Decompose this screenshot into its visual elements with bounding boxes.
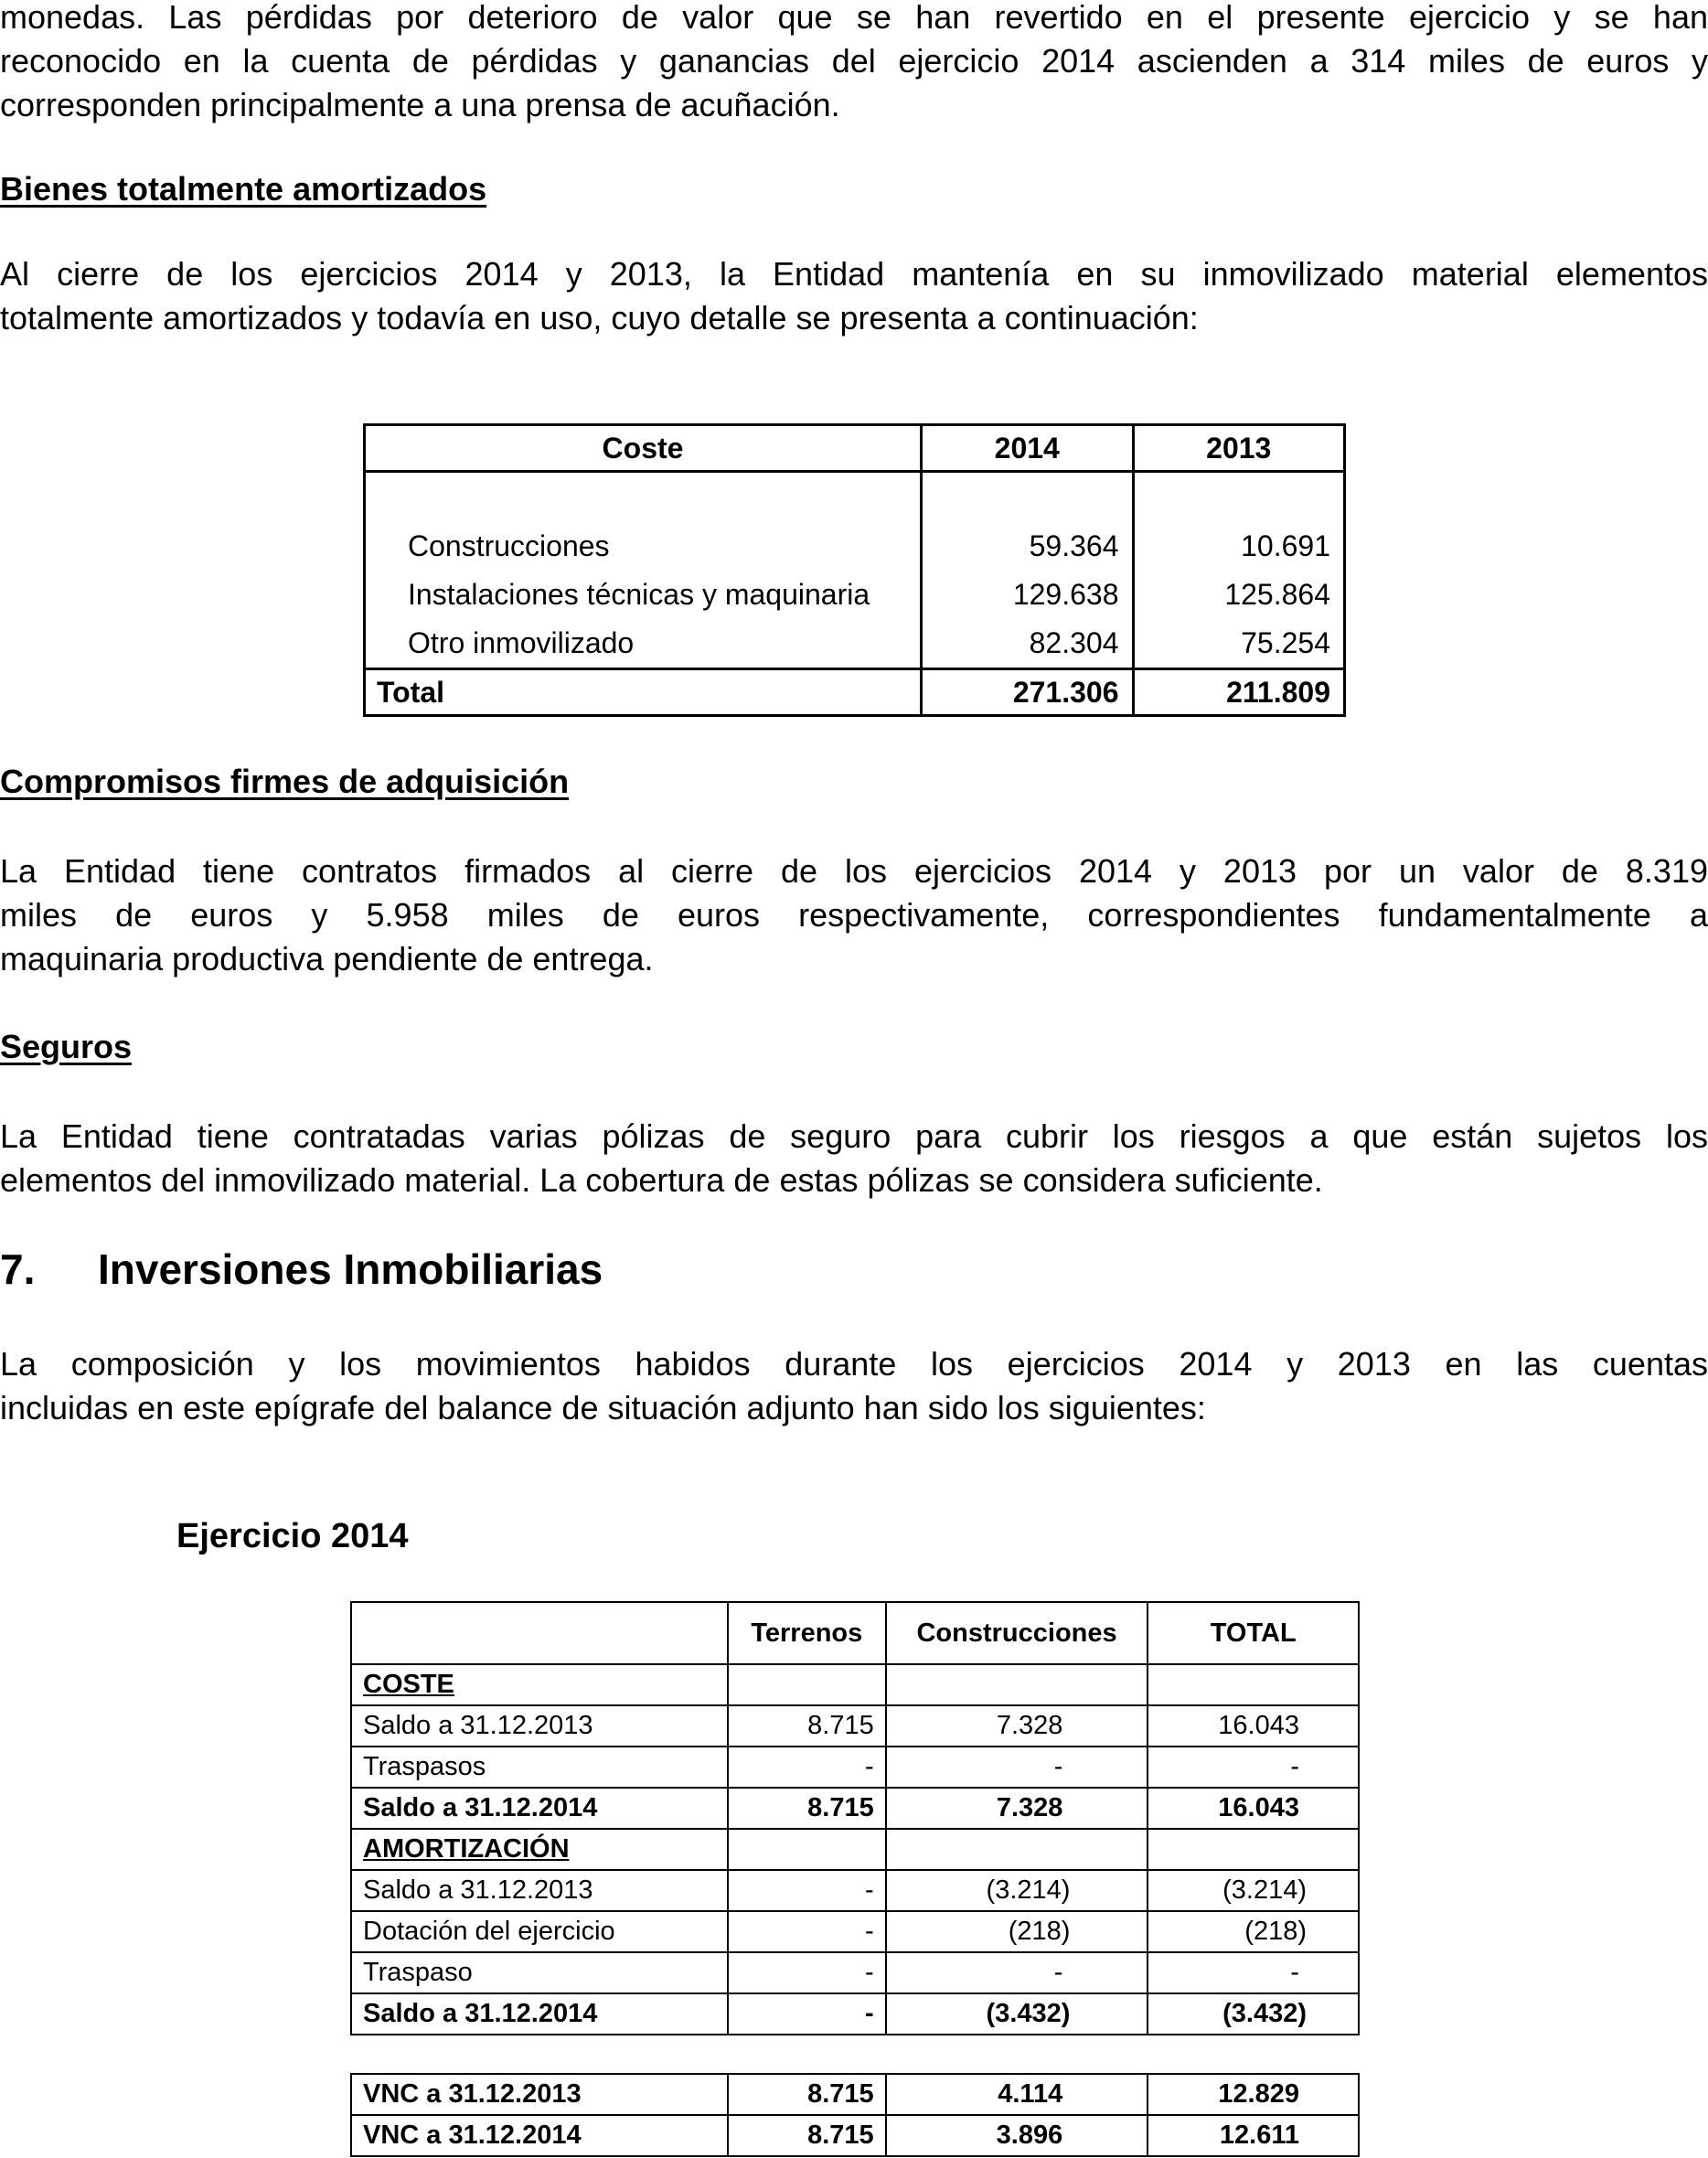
value-terrenos: 8.715 — [728, 2074, 886, 2115]
section-number: 7. — [0, 1245, 36, 1293]
value-total: (3.214) — [1148, 1870, 1359, 1911]
value-2014: 59.364 — [922, 522, 1133, 571]
value-2013: 75.254 — [1133, 619, 1345, 669]
intro-line-2: reconocido en la cuenta de pérdidas y ganancias del ejercicio 2014 ascienden a 314 miles de euros y — [0, 42, 1708, 80]
row-label: Saldo a 31.12.2013 — [351, 1705, 728, 1747]
value-total: - — [1148, 1952, 1359, 1993]
value-total: (218) — [1148, 1911, 1359, 1952]
table-row — [351, 1747, 1359, 1788]
table-header-row — [365, 425, 1345, 472]
row-label: Instalaciones técnicas y maquinaria — [365, 571, 922, 619]
table-row — [365, 571, 1345, 619]
value-terrenos: - — [728, 1993, 886, 2035]
value-construcciones: - — [886, 1952, 1148, 1993]
value-total: (3.432) — [1148, 1993, 1359, 2035]
bienes-line-1: Al cierre de los ejercicios 2014 y 2013, la Entidad mantenía en su inmovilizado material elementos — [0, 255, 1708, 293]
row-label: Saldo a 31.12.2013 — [351, 1870, 728, 1911]
bienes-line-2: totalmente amortizados y todavía en uso, cuyo detalle se presenta a continuación: — [0, 299, 1199, 337]
total-2013: 211.809 — [1133, 669, 1345, 716]
value-total: 16.043 — [1148, 1705, 1359, 1747]
value-terrenos: - — [728, 1952, 886, 1993]
table-row — [365, 619, 1345, 669]
table-row — [351, 1952, 1359, 1993]
row-label: Traspasos — [351, 1747, 728, 1788]
value-construcciones: 3.896 — [886, 2115, 1148, 2156]
row-label: Traspaso — [351, 1952, 728, 1993]
row-label: Saldo a 31.12.2014 — [351, 1788, 728, 1829]
header-2013: 2013 — [1133, 425, 1345, 472]
intro-line-1: monedas. Las pérdidas por deterioro de valor que se han revertido en el presente ejercicio y se han — [0, 0, 1708, 36]
value-construcciones: 4.114 — [886, 2074, 1148, 2115]
section-title — [0, 1244, 603, 1295]
row-label: VNC a 31.12.2014 — [351, 2115, 728, 2156]
value-terrenos: - — [728, 1747, 886, 1788]
table-vnc — [350, 2073, 1360, 2157]
total-row — [365, 669, 1345, 716]
value-2014: 129.638 — [922, 571, 1133, 619]
value-total: - — [1148, 1747, 1359, 1788]
heading-seguros: Seguros — [0, 1028, 133, 1065]
value-terrenos: 8.715 — [728, 2115, 886, 2156]
table-row — [351, 1788, 1359, 1829]
total-2014: 271.306 — [922, 669, 1133, 716]
header-empty — [351, 1602, 728, 1664]
seguros-line-1: La Entidad tiene contratadas varias pólizas de seguro para cubrir los riesgos a que están sujetos los — [0, 1117, 1708, 1155]
row-label: Otro inmovilizado — [365, 619, 922, 669]
compromisos-line-3: maquinaria productiva pendiente de entrega. — [0, 940, 654, 978]
table-row — [351, 1993, 1359, 2035]
heading-compromisos: Compromisos firmes de adquisición — [0, 763, 570, 800]
vnc-row — [351, 2074, 1359, 2115]
header-total: TOTAL — [1148, 1602, 1359, 1664]
value-total: 16.043 — [1148, 1788, 1359, 1829]
row-label: Construcciones — [365, 522, 922, 571]
value-total: 12.829 — [1148, 2074, 1359, 2115]
table-row — [351, 1911, 1359, 1952]
row-label: Saldo a 31.12.2014 — [351, 1993, 728, 2035]
section7-line-2: incluidas en este epígrafe del balance de situación adjunto han sido los siguientes: — [0, 1389, 1206, 1426]
seguros-line-2: elementos del inmovilizado material. La cobertura de estas pólizas se considera suficiente. — [0, 1161, 1323, 1199]
section7-line-1: La composición y los movimientos habidos durante los ejercicios 2014 y 2013 en las cuentas — [0, 1345, 1708, 1383]
row-label: Dotación del ejercicio — [351, 1911, 728, 1952]
compromisos-line-1: La Entidad tiene contratos firmados al cierre de los ejercicios 2014 y 2013 por un valor de 8.319 — [0, 852, 1708, 890]
intro-line-3: corresponden principalmente a una prensa de acuñación. — [0, 86, 840, 123]
section-row-coste — [351, 1664, 1359, 1705]
value-construcciones: (3.432) — [886, 1993, 1148, 2035]
table-inversiones-inmobiliarias — [350, 1601, 1360, 2035]
value-terrenos: - — [728, 1911, 886, 1952]
heading-bienes: Bienes totalmente amortizados — [0, 170, 487, 208]
vnc-row — [351, 2115, 1359, 2156]
value-construcciones: (3.214) — [886, 1870, 1148, 1911]
section-title-text: Inversiones Inmobiliarias — [98, 1245, 603, 1293]
table-bienes-amortizados — [363, 423, 1346, 717]
value-total: 12.611 — [1148, 2115, 1359, 2156]
header-2014: 2014 — [922, 425, 1133, 472]
table-header-row — [351, 1602, 1359, 1664]
value-2013: 125.864 — [1133, 571, 1345, 619]
value-terrenos: 8.715 — [728, 1705, 886, 1747]
total-label: Total — [365, 669, 922, 716]
table-row — [351, 1705, 1359, 1747]
amortizacion-label: AMORTIZACIÓN — [363, 1834, 570, 1864]
value-construcciones: - — [886, 1747, 1148, 1788]
section-row-amortizacion — [351, 1829, 1359, 1870]
value-2014: 82.304 — [922, 619, 1133, 669]
compromisos-line-2: miles de euros y 5.958 miles de euros respectivamente, correspondientes fundamentalmente a — [0, 896, 1708, 934]
value-construcciones: 7.328 — [886, 1788, 1148, 1829]
table-row — [365, 522, 1345, 571]
subtitle-ejercicio: Ejercicio 2014 — [176, 1517, 409, 1555]
value-terrenos: 8.715 — [728, 1788, 886, 1829]
value-construcciones: (218) — [886, 1911, 1148, 1952]
value-2013: 10.691 — [1133, 522, 1345, 571]
table-row — [351, 1870, 1359, 1911]
header-construcciones: Construcciones — [886, 1602, 1148, 1664]
coste-label: COSTE — [363, 1670, 454, 1699]
value-construcciones: 7.328 — [886, 1705, 1148, 1747]
row-label: VNC a 31.12.2013 — [351, 2074, 728, 2115]
value-terrenos: - — [728, 1870, 886, 1911]
header-terrenos: Terrenos — [728, 1602, 886, 1664]
header-coste: Coste — [365, 425, 922, 472]
